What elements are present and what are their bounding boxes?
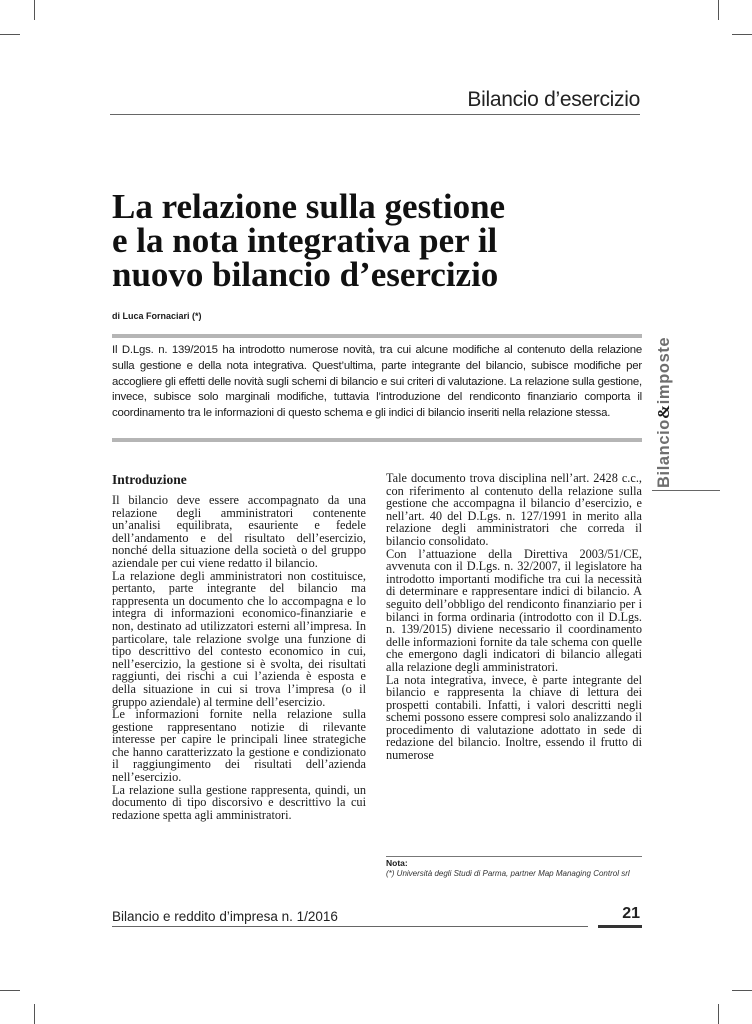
crop-mark [34,1004,35,1024]
crop-mark [0,34,20,35]
title-line: La relazione sulla gestione [112,187,506,226]
crop-mark [718,0,719,20]
side-label-part2: imposte [655,336,673,405]
note-rule [386,856,642,857]
side-label-part1: Bilancio [655,419,673,488]
side-rule [652,490,720,491]
footer-journal-title: Bilancio e reddito d’impresa n. 1/2016 [112,909,338,924]
paragraph: La relazione degli amministratori non costituisce, pertanto, parte integrante del bilancio ma rappresenta un documento che lo accompagna e lo integra di informazioni economico-finanziarie e non, destinato ad utilizzatori esterni all’impresa. In particolare, tale relazione svolge una funzione di tipo descrittivo del contesto economico in cui, nell’esercizio, la gestione si è svolta, dei risultati raggiunti, dei rischi a cui l’azienda è esposta e della situazione in cui si trova l’impresa (o il gruppo aziendale) al termine dell’esercizio. [112,568,366,709]
crop-mark [732,990,752,991]
section-title: Bilancio d’esercizio [467,88,640,111]
author-byline: di Luca Fornaciari (*) [112,311,202,321]
left-column [112,472,366,821]
article-title [112,187,672,294]
paragraph: La relazione sulla gestione rappresenta, quindi, un documento di tipo discorsivo e descrittivo la cui redazione spetta agli amministratori. [112,782,366,822]
header-rule [110,114,640,115]
abstract-top-band [112,334,642,338]
note-text: (*) Università degli Studi di Parma, partner Map Managing Control srl [386,869,630,878]
abstract-bottom-band [112,438,642,442]
paragraph: Tale documento trova disciplina nell’art. 2428 c.c., con riferimento al contenuto della relazione sulla gestione che accompagna il bilancio d’esercizio, e nell’art. 40 del D.Lgs. n. 127/1991 in merito alla relazione degli amministratori che correda il bilancio consolidato. [386,471,642,548]
crop-mark [0,990,20,991]
side-label-ampersand: & [654,404,673,420]
paragraph: Le informazioni fornite nella relazione sulla gestione rappresentano notizie di rilevante interesse per capire le principali linee strategiche che hanno caratterizzato la gestione e condizionato il raggiungimento dei risultati dell’azienda nell’esercizio. [112,707,366,785]
side-label-bilancio-imposte [654,337,674,488]
right-column [386,472,642,762]
abstract: Il D.Lgs. n. 139/2015 ha introdotto numerose novità, tra cui alcune modifiche al contenuto della relazione sulla gestione e della nota integrativa. Quest’ultima, parte integrante del bilancio, subisce modifiche per accogliere gli effetti delle novità sugli schemi di bilancio e sui criteri di valutazione. La relazione sulla gestione, invece, subisce solo marginali modifiche, tuttavia l’introduzione del rendiconto finanziario comporta il coordinamento tra le informazioni di questo schema e gli indici di bilancio inseriti nella relazione stessa. [112,344,642,420]
paragraph: La nota integrativa, invece, è parte integrante del bilancio e rappresenta la chiave di lettura dei prospetti contabili. Infatti, i valori descritti negli schemi possono essere compresi solo analizzando il procedimento di valutazione adottato in sede di redazione del bilancio. Inoltre, essendo il frutto di numerose [386,672,642,763]
page-number: 21 [622,905,640,922]
page-number-underline [598,925,642,928]
crop-mark [34,0,35,20]
paragraph: Con l’attuazione della Direttiva 2003/51/CE, avvenuta con il D.Lgs. n. 32/2007, il legislatore ha introdotto importanti modifiche tra cui la necessità di determinare e rappresentare indici di bilancio. A seguito dell’obbligo del rendiconto finanziario per i bilanci in forma ordinaria (introdotto con il D.Lgs. n. 139/2015) diviene necessario il coordinamento delle informazioni fornite da tale schema con quelle che emergono dagli indicatori di bilancio allegati alla relazione degli amministratori. [386,546,642,674]
paragraph: Il bilancio deve essere accompagnato da una relazione degli amministratori contenente un’analisi equilibrata, esauriente e fedele dell’andamento e del risultato dell’esercizio, nonché della situazione della società o del gruppo aziendale per cui viene redatto il bilancio. [112,493,366,570]
note-label: Nota: [386,858,408,868]
title-line: nuovo bilancio d’esercizio [112,255,499,294]
footer-rule [112,926,588,927]
title-line: e la nota integrativa per il [112,221,498,260]
section-heading-introduzione: Introduzione [112,472,187,487]
crop-mark [732,34,752,35]
crop-mark [718,1004,719,1024]
